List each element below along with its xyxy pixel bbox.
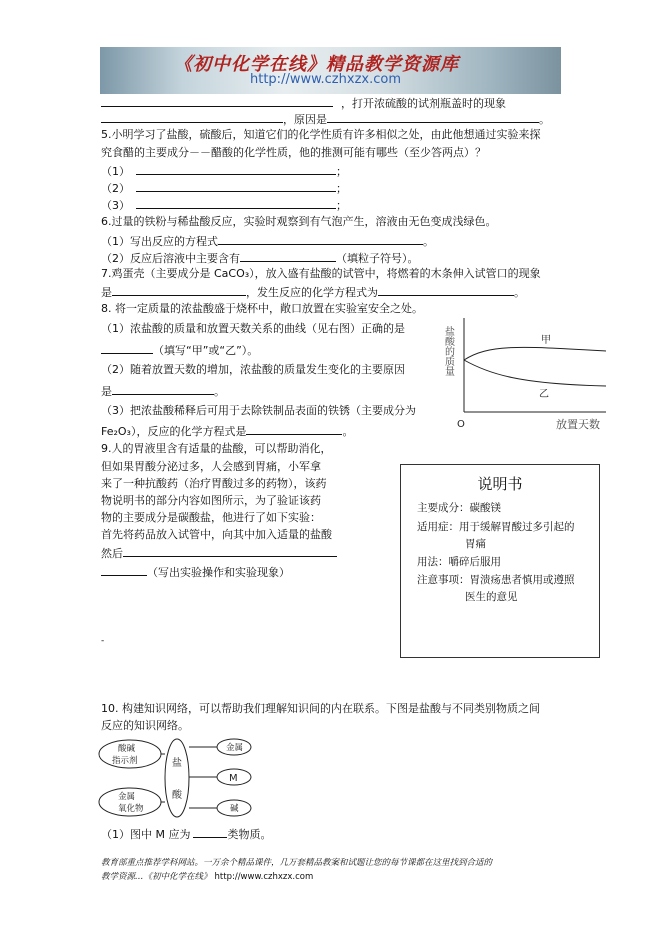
- q9-line4: 物说明书的部分内容如图所示，为了验证该药: [101, 494, 321, 507]
- q6-line1: 6.过量的铁粉与稀盐酸反应，实验时观察到有气泡产生，溶液由无色变成浅绿色。: [101, 215, 497, 228]
- medicine-manual-box: [400, 464, 600, 658]
- manual-caution: 注意事项：胃溃疡患者慎用或遵照: [417, 574, 575, 586]
- metal-oxide-label-1: 金属: [118, 792, 136, 802]
- banner-title: 《初中化学在线》精品教学资源库: [174, 54, 459, 75]
- q8-sub1a: （1）浓盐酸的质量和放置天数关系的曲线（见右图）正确的是: [101, 322, 405, 335]
- q7-line1: 7.鸡蛋壳（主要成分是 CaCO₃），放入盛有盐酸的试管中，将燃着的木条伸入试管口的现象: [101, 267, 541, 280]
- footer-line1: 教育部重点推荐学科网站。一万余个精品课件，几万套精品教案和试题让您的每节课都在这里找到合适的: [101, 858, 493, 868]
- footer-url[interactable]: http://www.czhxzx.com: [214, 872, 314, 882]
- q8-sub2a: （2）随着放置天数的增加，浓盐酸的质量发生变化的主要原因: [101, 363, 405, 376]
- metal-oxide-label-2: 氧化物: [118, 804, 144, 814]
- m-label: M: [229, 773, 238, 784]
- footer-line2: 教学资源…《初中化学在线》 http://www.czhxzx.com: [101, 872, 314, 882]
- q9-line8: （写出实验操作和实验现象）: [101, 564, 290, 580]
- q9-line3: 来了一种抗酸药（治疗胃酸过多的药物），该药: [101, 477, 327, 490]
- q6-sub1: （1）写出反应的方程式 。: [101, 235, 434, 248]
- manual-ingredient: 主要成分：碳酸镁: [417, 502, 501, 514]
- x-axis-label: 放置天数: [556, 418, 600, 431]
- manual-indication: 适用症：用于缓解胃酸过多引起的: [417, 521, 575, 533]
- q5-line2: 究食醋的主要成分－－醋酸的化学性质，他的推测可能有哪些（至少答两点）？: [101, 146, 486, 159]
- q10-line2: 反应的知识网络。: [101, 719, 189, 732]
- base-label: 碱: [230, 804, 239, 814]
- q9-line1: 9.人的胃液里含有适量的盐酸，可以帮助消化，: [101, 442, 332, 455]
- q9-line2: 但如果胃酸分泌过多，人会感到胃痛，小军拿: [101, 460, 321, 473]
- q6-sub2: （2）反应后溶液中主要含有 （填粒子符号）。: [101, 252, 419, 265]
- q4-line1: ，打开浓硫酸的试剂瓶盖时的现象: [101, 95, 506, 111]
- stray-mark: -: [101, 636, 105, 646]
- q10-sub1: （1）图中 M 应为 类物质。: [101, 828, 272, 841]
- acid-knowledge-network: [96, 736, 276, 824]
- manual-indication-cont: 胃痛: [465, 538, 486, 550]
- q9-line5: 物的主要成分是碳酸盐，他进行了如下实验：: [101, 511, 321, 524]
- q9-line6: 首先将药品放入试管中，向其中加入适量的盐酸: [101, 528, 332, 541]
- q8-sub1b: （填写“甲”或“乙”）。: [101, 342, 258, 358]
- origin-label: O: [457, 419, 465, 430]
- q5-item-1: （1） ；: [101, 165, 347, 178]
- banner-url[interactable]: http://www.czhxzx.com: [250, 72, 401, 87]
- manual-title: 说明书: [477, 475, 523, 493]
- curve-yi: [464, 360, 606, 386]
- q9-line7: 然后: [101, 545, 337, 561]
- indicator-label-1: 酸碱: [118, 744, 136, 754]
- q8-line1: 8. 将一定质量的浓盐酸盛于烧杯中，敞口放置在实验室安全之处。: [101, 302, 423, 315]
- q5-item-2: （2） ；: [101, 182, 347, 195]
- q4-line2: ，原因是 。: [101, 111, 550, 127]
- acid-label-2: 酸: [172, 790, 182, 801]
- q5-line1: 5.小明学习了盐酸，硫酸后，知道它们的化学性质有许多相似之处，由此他想通过实验来探: [101, 128, 541, 141]
- y-axis-label: 盐酸的质量: [442, 326, 454, 376]
- header-banner: [100, 47, 561, 94]
- q8-sub3b: Fe₂O₃），反应的化学方程式是 。: [101, 425, 354, 438]
- q5-item-3: （3） ；: [101, 199, 347, 212]
- indicator-label-2: 指示剂: [112, 756, 138, 766]
- q8-sub3a: （3）把浓盐酸稀释后可用于去除铁制品表面的铁锈（主要成分为: [101, 404, 416, 417]
- mass-vs-days-graph: [444, 312, 614, 436]
- curve-jia-label: 甲: [541, 335, 551, 346]
- manual-usage: 用法：嚼碎后服用: [417, 556, 501, 568]
- metal-label: 金属: [226, 743, 244, 753]
- node-hydrochloric-acid: [165, 739, 189, 817]
- q7-line2: 是 ，发生反应的化学方程式为 。: [101, 286, 525, 299]
- curve-yi-label: 乙: [539, 389, 549, 400]
- manual-caution-cont: 医生的意见: [465, 591, 518, 603]
- q10-line1: 10. 构建知识网络，可以帮助我们理解知识间的内在联系。下图是盐酸与不同类别物质之间: [101, 702, 540, 715]
- acid-label-1: 盐: [172, 758, 182, 769]
- q8-sub2b: 是 。: [101, 385, 225, 398]
- curve-jia: [464, 347, 606, 360]
